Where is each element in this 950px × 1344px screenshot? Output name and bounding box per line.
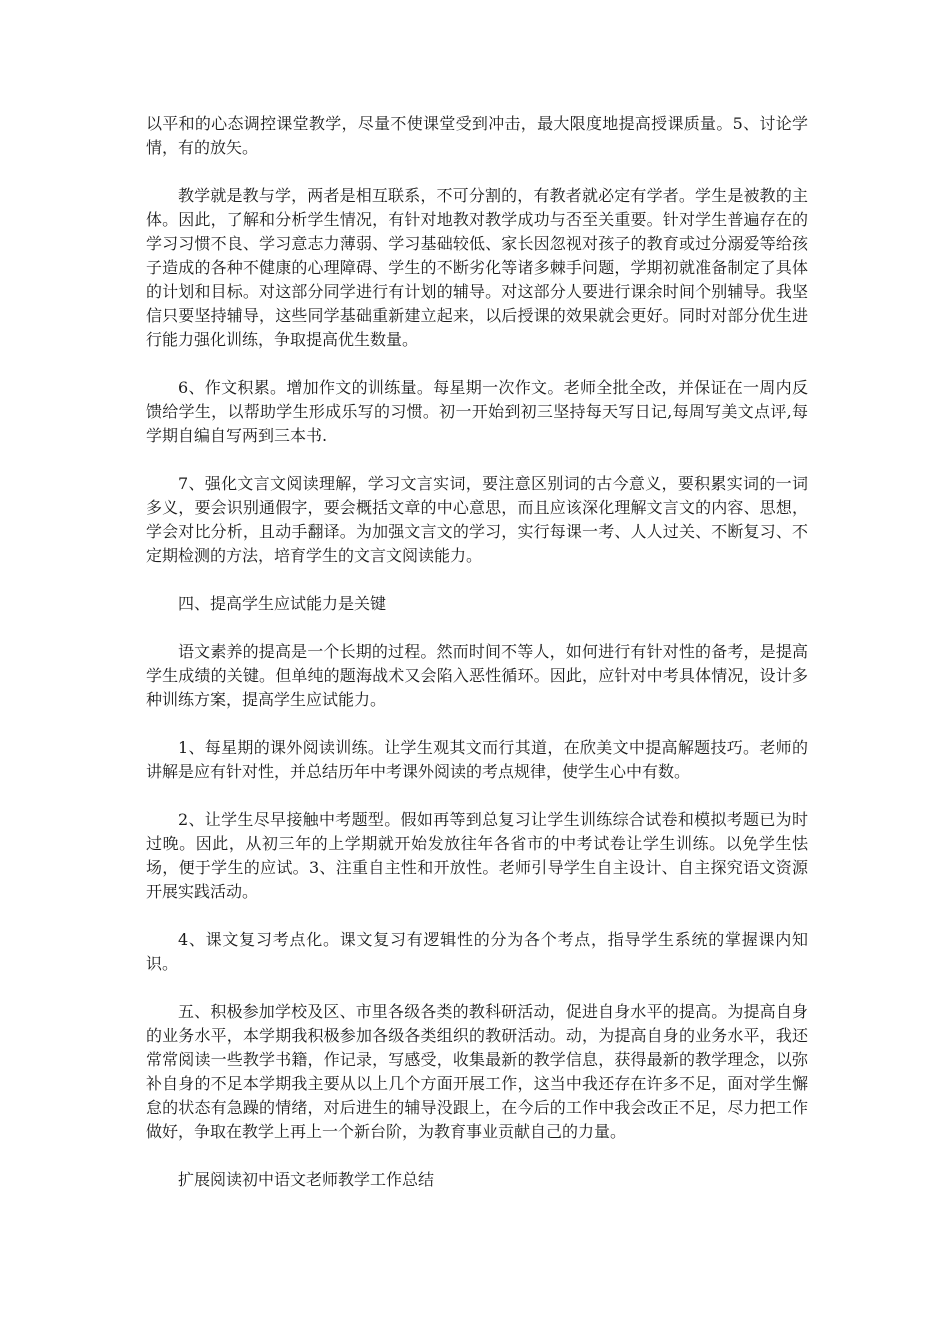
paragraph-3: 6、作文积累。增加作文的训练量。每星期一次作文。老师全批全改，并保证在一周内反馈给学生，以帮助学生形成乐写的习惯。初一开始到初三坚持每天写日记,每周写美文点评,每学期自编自写两到三本书. — [146, 378, 808, 445]
section-heading-4: 四、提高学生应试能力是关键 — [178, 594, 387, 613]
paragraph-8: 2、让学生尽早接触中考题型。假如再等到总复习让学生训练综合试卷和模拟考题已为时过晚。因此，从初三年的上学期就开始发放往年各省市的中考试卷让学生训练。以免学生怯场，便于学生的应试。3、注重自主性和开放性。老师引导学生自主设计、自主探究语文资源开展实践活动。 — [146, 810, 808, 901]
paragraph-6: 语文素养的提高是一个长期的过程。然而时间不等人，如何进行有针对性的备考，是提高学生成绩的关键。但单纯的题海战术又会陷入恶性循环。因此，应针对中考具体情况，设计多种训练方案，提高学生应试能力。 — [146, 642, 808, 709]
paragraph-10: 五、积极参加学校及区、市里各级各类的教科研活动，促进自身水平的提高。为提高自身的业务水平，本学期我积极参加各级各类组织的教研活动。动，为提高自身的业务水平，我还常常阅读一些教学书籍，作记录，写感受，收集最新的教学信息，获得最新的教学理念，以弥补自身的不足本学期我主要从以上几个方面开展工作，这当中我还存在许多不足，面对学生懈怠的状态有急躁的情绪，对后进生的辅导没跟上，在今后的工作中我会改正不足，尽力把工作做好，争取在教学上再上一个新台阶，为教育事业贡献自己的力量。 — [146, 1002, 808, 1141]
document-body — [146, 112, 808, 1216]
paragraph-1: 以平和的心态调控课堂教学，尽量不使课堂受到冲击，最大限度地提高授课质量。5、讨论学情，有的放矢。 — [146, 114, 808, 157]
paragraph-7: 1、每星期的课外阅读训练。让学生观其文而行其道，在欣美文中提高解题技巧。老师的讲解是应有针对性，并总结历年中考课外阅读的考点规律，使学生心中有数。 — [146, 738, 808, 781]
paragraph-4: 7、强化文言文阅读理解，学习文言实词，要注意区别词的古今意义，要积累实词的一词多义，要会识别通假字，要会概括文章的中心意思，而且应该深化理解文言文的内容、思想，学会对比分析，且动手翻译。为加强文言文的学习，实行每课一考、人人过关、不断复习、不定期检测的方法，培育学生的文言文阅读能力。 — [146, 474, 808, 565]
extended-reading-title: 扩展阅读初中语文老师教学工作总结 — [178, 1170, 435, 1189]
paragraph-2: 教学就是教与学，两者是相互联系，不可分割的，有教者就必定有学者。学生是被教的主体。因此，了解和分析学生情况，有针对地教对教学成功与否至关重要。针对学生普遍存在的学习习惯不良、学习意志力薄弱、学习基础较低、家长因忽视对孩子的教育或过分溺爱等给孩子造成的各种不健康的心理障碍、学生的不断劣化等诸多棘手问题，学期初就准备制定了具体的计划和目标。对这部分同学进行有计划的辅导。对这部分人要进行课余时间个别辅导。我坚信只要坚持辅导，这些同学基础重新建立起来，以后授课的效果就会更好。同时对部分优生进行能力强化训练，争取提高优生数量。 — [146, 186, 808, 349]
paragraph-9: 4、课文复习考点化。课文复习有逻辑性的分为各个考点，指导学生系统的掌握课内知识。 — [146, 930, 808, 973]
